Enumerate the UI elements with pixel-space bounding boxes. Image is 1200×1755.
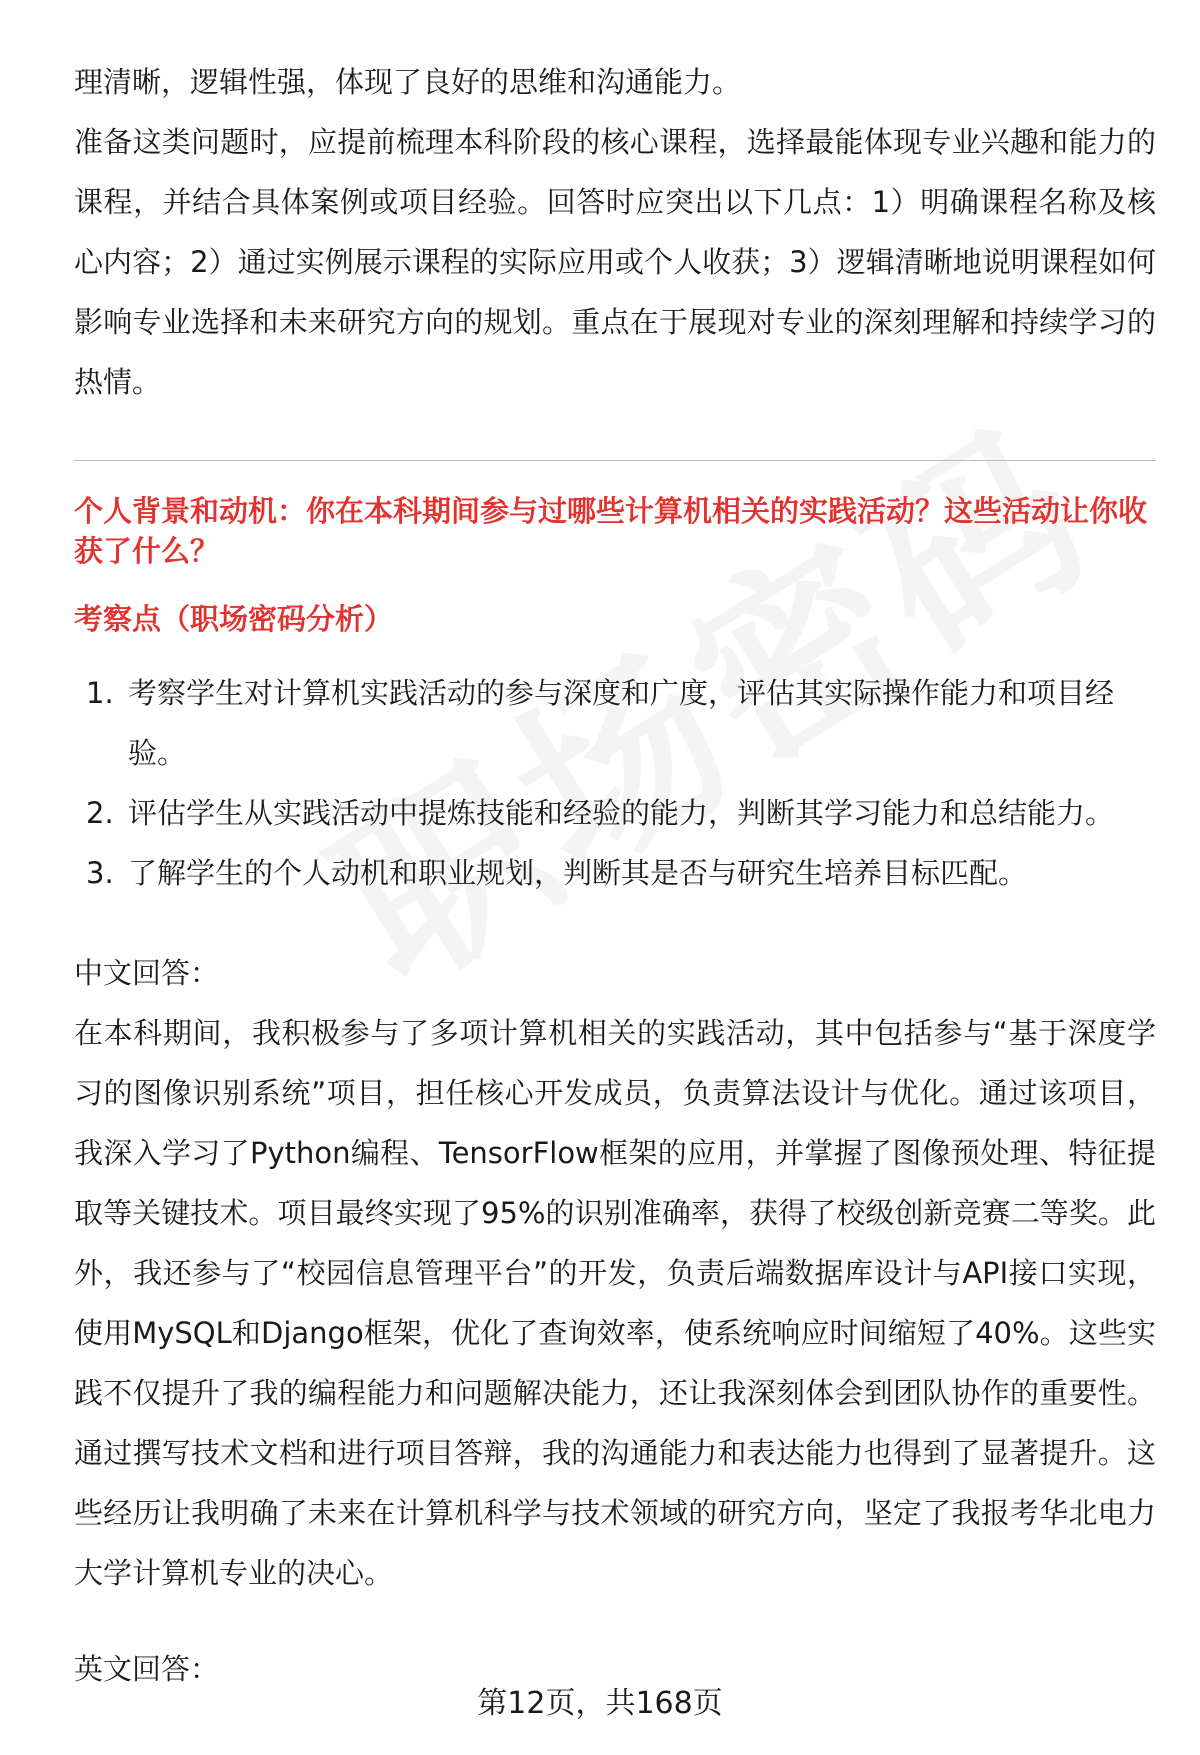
list-item-text: 评估学生从实践活动中提炼技能和经验的能力，判断其学习能力和总结能力。 xyxy=(128,796,1115,830)
list-item xyxy=(74,843,1156,903)
english-answer-label: 英文回答： xyxy=(74,1652,220,1686)
chinese-answer: 在本科期间，我积极参与了多项计算机相关的实践活动，其中包括参与“基于深度学习的图像识别系统”项目，担任核心开发成员，负责算法设计与优化。通过该项目，我深入学习了Python编程、TensorFlow框架的应用，并掌握了图像预处理、特征提取等关键技术。项目最终实现了95%的识别准确率，获得了校级创新竞赛二等奖。此外，我还参与了“校园信息管理平台”的开发，负责后端数据库设计与API接口实现，使用MySQL和Django框架，优化了查询效率，使系统响应时间缩短了40%。这些实践不仅提升了我的编程能力和问题解决能力，还让我深刻体会到团队协作的重要性。通过撰写技术文档和进行项目答辩，我的沟通能力和表达能力也得到了显著提升。这些经历让我明确了未来在计算机科学与技术领域的研究方向，坚定了我报考华北电力大学计算机专业的决心。 xyxy=(74,1016,1156,1590)
section-divider xyxy=(74,460,1156,461)
intro-paragraph-2: 准备这类问题时，应提前梳理本科阶段的核心课程，选择最能体现专业兴趣和能力的课程，并结合具体案例或项目经验。回答时应突出以下几点：1）明确课程名称及核心内容；2）通过实例展示课程的实际应用或个人收获；3）逻辑清晰地说明课程如何影响专业选择和未来研究方向的规划。重点在于展现对专业的深刻理解和持续学习的热情。 xyxy=(74,125,1156,399)
analysis-list xyxy=(74,663,1156,903)
list-item-number: 2. xyxy=(86,796,114,830)
question-heading: 个人背景和动机：你在本科期间参与过哪些计算机相关的实践活动？这些活动让你收获了什么？ xyxy=(74,494,1148,568)
list-item-text: 考察学生对计算机实践活动的参与深度和广度，评估其实际操作能力和项目经验。 xyxy=(128,676,1115,770)
list-item-text: 了解学生的个人动机和职业规划，判断其是否与研究生培养目标匹配。 xyxy=(128,856,1028,890)
intro-paragraph-1: 理清晰，逻辑性强，体现了良好的思维和沟通能力。 xyxy=(74,65,742,99)
list-item-number: 1. xyxy=(86,676,114,710)
page-footer: 第12页，共168页 xyxy=(477,1686,723,1721)
list-item-number: 3. xyxy=(86,856,114,890)
list-item xyxy=(74,663,1156,783)
analysis-title: 考察点（职场密码分析） xyxy=(74,602,394,636)
list-item xyxy=(74,783,1156,843)
chinese-answer-label: 中文回答： xyxy=(74,956,220,990)
document-body xyxy=(74,52,1156,1699)
